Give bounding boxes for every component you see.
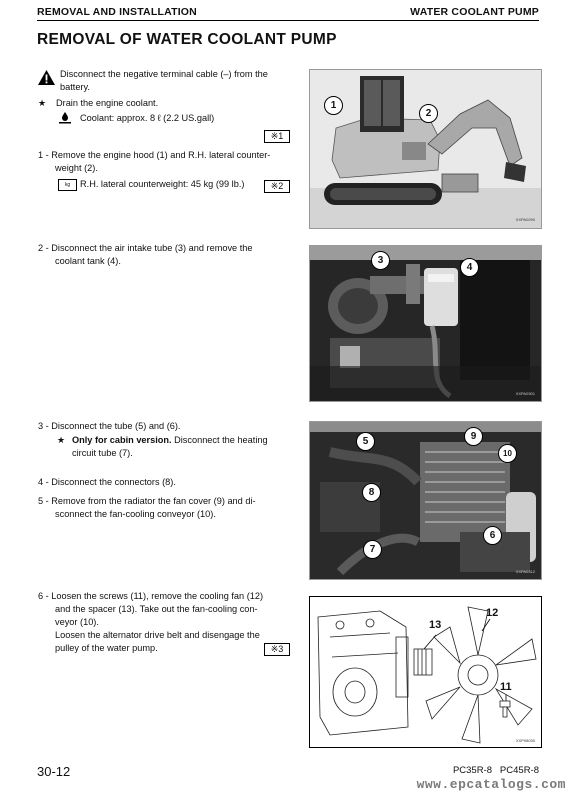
coolant-spec: Coolant: approx. 8 ℓ (2.2 US.gall) <box>80 113 215 123</box>
step-2-line1: 2 - Disconnect the air intake tube (3) and remove the <box>38 243 253 253</box>
weight-icon: kg <box>58 179 77 191</box>
step-4: 4 - Disconnect the connectors (8). <box>38 477 176 487</box>
figure-excavator <box>309 69 542 229</box>
figure-1-code: XXPA0290 <box>515 217 535 222</box>
ref-mark-2: ※2 <box>264 180 290 193</box>
counterweight-spec: R.H. lateral counterweight: 45 kg (99 lb.) <box>80 179 245 189</box>
step-5-line1: 5 - Remove from the radiator the fan cover (9) and di- <box>38 496 256 506</box>
callout-10: 10 <box>498 444 517 463</box>
figure-4-code: XXP08030 <box>515 738 535 743</box>
callout-3: 3 <box>371 251 390 270</box>
callout-9: 9 <box>464 427 483 446</box>
watermark: www.epcatalogs.com <box>416 777 566 792</box>
step-3-note <box>72 434 292 460</box>
callout-1: 1 <box>324 96 343 115</box>
drain-star: ★ <box>38 98 47 108</box>
warning-line2: battery. <box>60 82 90 92</box>
callout-13: 13 <box>429 619 442 631</box>
step-6-line4: Loosen the alternator drive belt and disengage the <box>55 630 260 640</box>
warning-icon <box>37 69 56 91</box>
figure-2-code: XXPA0301 <box>515 391 535 396</box>
step-5-line2: sconnect the fan-cooling conveyor (10). <box>55 509 216 519</box>
ref-mark-1: ※1 <box>264 130 290 143</box>
warning-line1: Disconnect the negative terminal cable (–) from the <box>60 69 268 79</box>
step-1-line2: weight (2). <box>55 163 98 173</box>
callout-7: 7 <box>363 540 382 559</box>
step-3-note-rest: Disconnect the heating <box>171 435 268 445</box>
step-6 <box>38 590 292 655</box>
ref-mark-3: ※3 <box>264 643 290 656</box>
step-6-line5: pulley of the water pump. <box>55 643 158 653</box>
header-right: WATER COOLANT PUMP <box>410 6 539 18</box>
step-1-line1: 1 - Remove the engine hood (1) and R.H. lateral counter- <box>38 150 271 160</box>
callout-5: 5 <box>356 432 375 451</box>
model-number: PC35R-8 PC45R-8 <box>452 765 539 776</box>
figure-fan-drawing <box>309 596 542 748</box>
callout-2: 2 <box>419 104 438 123</box>
step-2 <box>38 242 292 268</box>
header-left: REMOVAL AND INSTALLATION <box>37 6 197 18</box>
step-3-note-bold: Only for cabin version. <box>72 435 172 445</box>
step-1 <box>38 149 292 175</box>
figure-3-code: XXPA0312 <box>515 569 535 574</box>
callout-11: 11 <box>500 681 512 693</box>
warning-text <box>60 68 292 94</box>
step-2-line2: coolant tank (4). <box>55 256 121 266</box>
coolant-drain-icon <box>58 111 72 129</box>
step-6-line2: and the spacer (13). Take out the fan-cooling con- <box>55 604 258 614</box>
callout-12: 12 <box>486 607 499 619</box>
step-3-star: ★ <box>57 435 66 445</box>
callout-8: 8 <box>362 483 381 502</box>
figure-radiator <box>309 421 542 580</box>
step-5 <box>38 495 292 521</box>
drain-text: Drain the engine coolant. <box>56 98 159 108</box>
callout-6: 6 <box>483 526 502 545</box>
step-3: 3 - Disconnect the tube (5) and (6). <box>38 421 181 431</box>
step-6-line3: veyor (10). <box>55 617 99 627</box>
header-rule <box>37 20 539 21</box>
callout-4: 4 <box>460 258 479 277</box>
step-3-note-line2: circuit tube (7). <box>72 448 133 458</box>
figure-engine <box>309 245 542 402</box>
step-6-line1: 6 - Loosen the screws (11), remove the cooling fan (12) <box>38 591 264 601</box>
page-title: REMOVAL OF WATER COOLANT PUMP <box>37 31 337 48</box>
page-number: 30-12 <box>37 764 71 779</box>
